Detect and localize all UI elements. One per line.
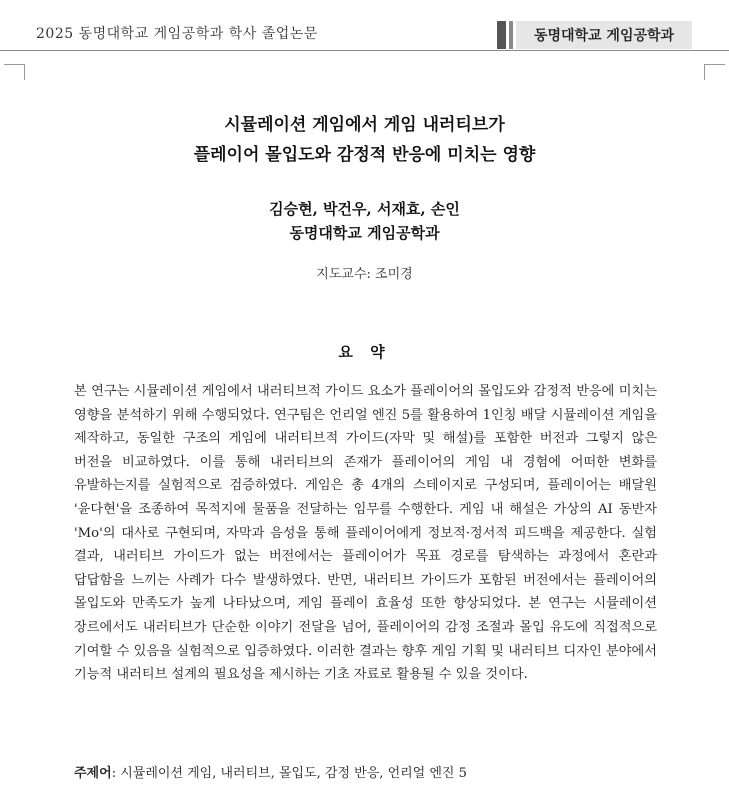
author-list: 김승현, 박건우, 서재효, 손인 [269, 200, 460, 218]
department-badge [497, 21, 692, 49]
badge-bar-light [509, 21, 513, 49]
keywords-text: : 시뮬레이션 게임, 내러티브, 몰입도, 감정 반응, 언리얼 엔진 5 [111, 766, 467, 781]
crop-mark-left-vertical [24, 64, 25, 80]
badge-bar-dark [497, 21, 506, 49]
abstract-body: 본 연구는 시뮬레이션 게임에서 내러티브적 가이드 요소가 플레이어의 몰입도와 감정적 반응에 미치는 영향을 분석하기 위해 수행되었다. 연구팀은 언리얼 엔진 5를 활용하여 1인칭 배달 시뮬레이션 게임을 제작하고, 동일한 구조의 게임에 내러티브적 가이드(자막 및 해설)를 포함한 버전과 그렇지 않은 버전을 비교하였다. 이를 통해 내러티브의 존재가 플레이어의 게임 내 경험에 어떠한 변화를 유발하는지를 실험적으로 검증하였다. 게임은 총 4개의 스테이지로 구성되며, 플레이어는 배달원 '윤다현'을 조종하여 목적지에 물품을 전달하는 임무를 수행한다. 게임 내 해설은 가상의 AI 동반자 'Mo'의 대사로 구현되며, 자막과 음성을 통해 플레이어에게 정보적·정서적 피드백을 제공한다. 실험 결과, 내러티브 가이드가 없는 버전에서는 플레이어가 목표 경로를 탐색하는 과정에서 혼란과 답답함을 느끼는 사례가 다수 발생하였다. 반면, 내러티브 가이드가 포함된 버전에서는 플레이어의 몰입도와 만족도가 높게 나타났으며, 게임 플레이 효율성 또한 향상되었다. 본 연구는 시뮬레이션 장르에서도 내러티브가 단순한 이야기 전달을 넘어, 플레이어의 감정 조절과 몰입 유도에 직접적으로 기여할 수 있음을 실험적으로 입증하였다. 이러한 결과는 향후 게임 기획 및 내러티브 디자인 분야에서 기능적 내러티브 설계의 필요성을 제시하는 기초 자료로 활용될 수 있을 것이다. [74, 384, 657, 683]
advisor: 지도교수: 조미경 [316, 267, 413, 282]
title-line-1: 시뮬레이션 게임에서 게임 내러티브가 [224, 115, 505, 135]
title-line-2: 플레이어 몰입도와 감정적 반응에 미치는 영향 [193, 145, 536, 165]
crop-mark-right [705, 64, 725, 85]
author-block [0, 197, 729, 245]
crop-mark-left [4, 64, 24, 85]
keywords-line [74, 762, 467, 781]
keywords-label: 주제어 [74, 766, 112, 781]
paper-title [0, 110, 729, 170]
crop-mark-right-vertical [704, 64, 705, 80]
abstract-heading: 요 약 [338, 343, 391, 361]
affiliation: 동명대학교 게임공학과 [289, 224, 440, 242]
department-badge-label: 동명대학교 게임공학과 [516, 21, 692, 49]
running-title: 2025 동명대학교 게임공학과 학사 졸업논문 [36, 26, 318, 42]
page-header [0, 0, 729, 51]
